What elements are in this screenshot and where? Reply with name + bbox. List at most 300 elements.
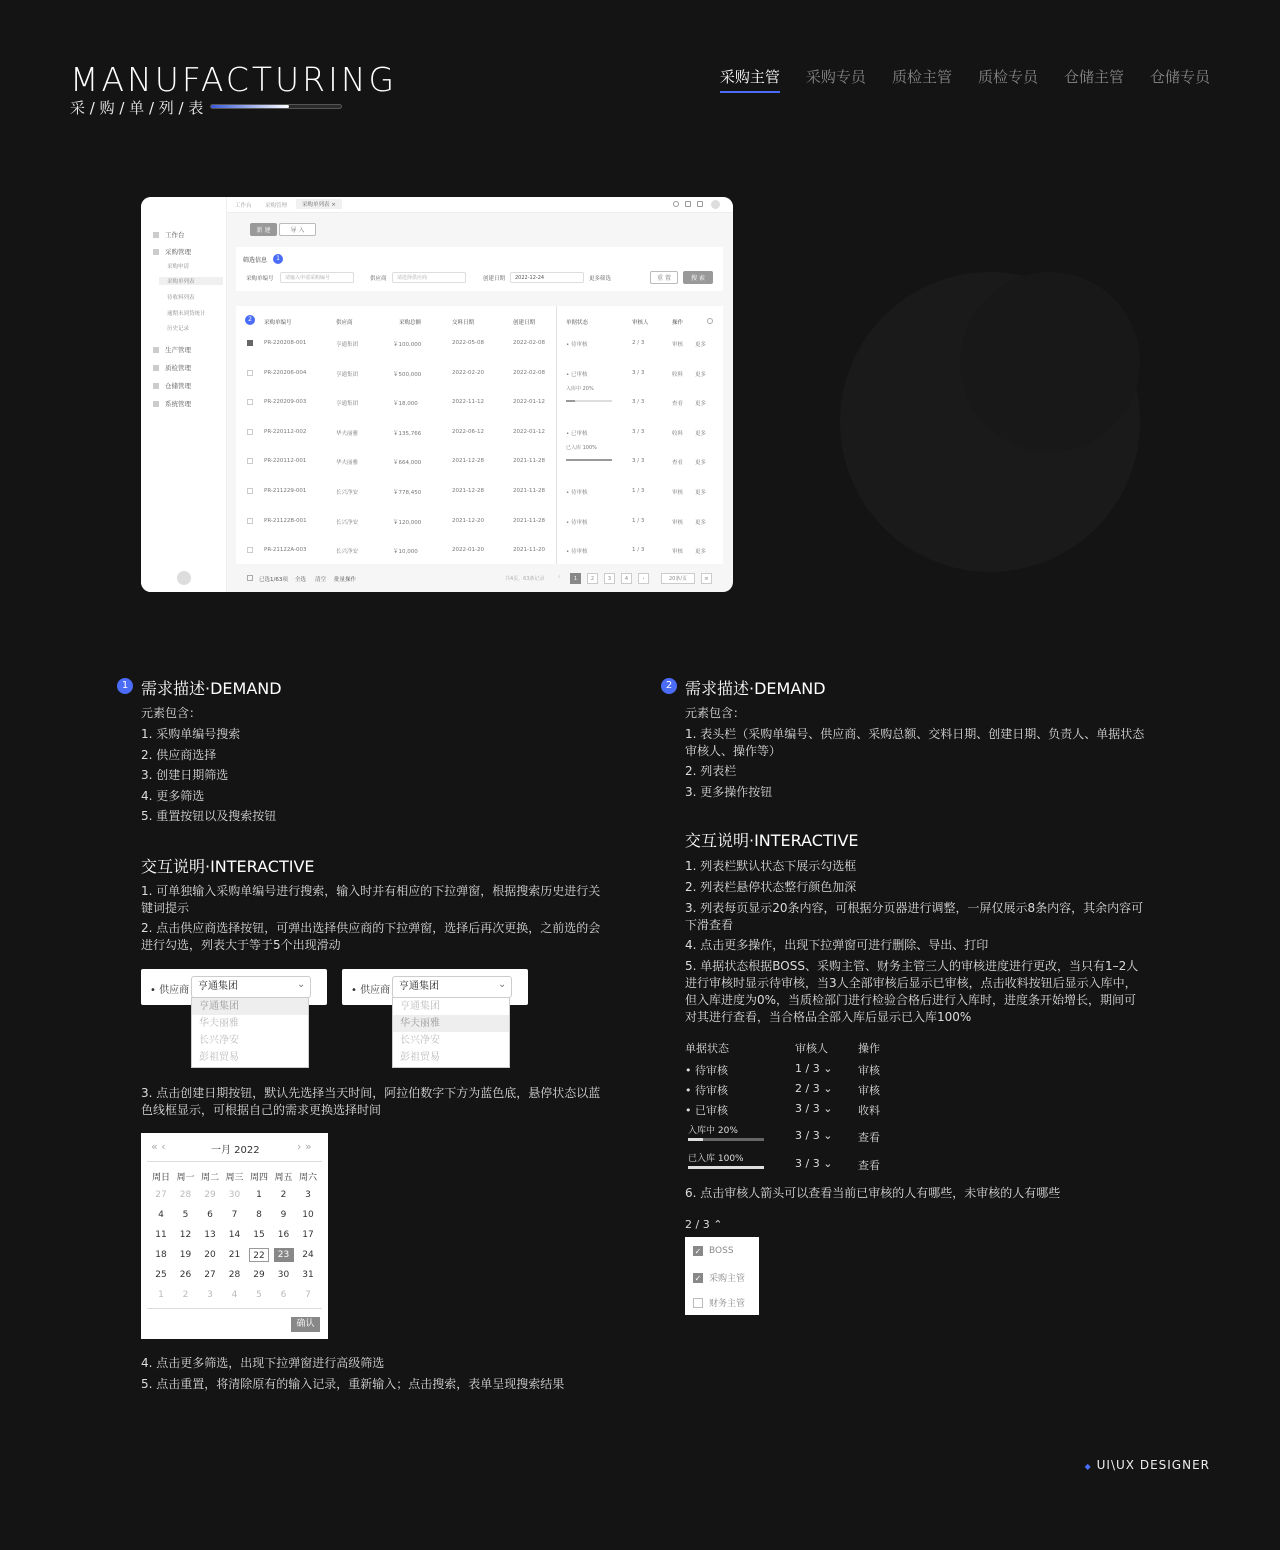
demand-1-item: 3. 创建日期筛选 [141, 768, 229, 783]
sidebar-subitem[interactable]: 待收料列表 [167, 295, 195, 301]
supplier-label: • 供应商 [150, 985, 190, 996]
status-label: • 待审核 [566, 342, 588, 348]
date-picker-input[interactable]: 2022-12-24 [510, 272, 584, 283]
demand-1-item: 1. 采购单编号搜索 [141, 727, 241, 741]
calendar-day[interactable]: 29 [253, 1270, 265, 1280]
calendar-day[interactable]: 21 [228, 1250, 241, 1260]
role-tab[interactable]: 质检专员 [977, 68, 1038, 86]
table-cell: PR-220112-002 [264, 428, 307, 435]
tab-purchase-list[interactable]: 采购单列表 × [296, 199, 342, 209]
calendar-day[interactable]: 8 [256, 1210, 262, 1220]
top-tab-bar [227, 197, 733, 213]
interactive-2-note-3: 3. 列表每页显示20条内容，可根据分页器进行调整，一屏仅展示8条内容，其余内容可下滑查看 [685, 901, 1144, 932]
table-cell: ￥664,000 [393, 460, 422, 467]
table-cell: 2021-12-28 [452, 488, 484, 494]
demand-1-item: 4. 更多筛选 [141, 788, 205, 803]
supplier-option[interactable]: 亨通集团 [400, 1001, 440, 1012]
calendar-day[interactable]: 5 [256, 1290, 262, 1300]
status-label: 入库中 20% [688, 1126, 738, 1136]
weekday-label: 周二 [200, 1173, 219, 1183]
status-label: • 待审核 [566, 490, 588, 496]
table-cell: 长兴净安 [336, 490, 359, 496]
supplier-option[interactable]: 亨通集团 [192, 998, 308, 1015]
calendar-day[interactable]: 25 [155, 1270, 167, 1280]
supplier-option-list [392, 997, 510, 1068]
role-tab[interactable]: 质检主管 [891, 68, 952, 86]
sidebar-item[interactable] [153, 247, 191, 256]
calendar-popup [141, 1133, 328, 1339]
action-link[interactable]: 审核 [858, 1084, 880, 1097]
table-cell: 1 / 3 [632, 488, 645, 494]
page-subtitle: 采 / 购 / 单 / 列 / 表 [70, 99, 204, 117]
calendar-day[interactable]: 7 [305, 1290, 311, 1300]
table-cell: 3 / 3 [632, 399, 645, 406]
date-label: 创建日期 [483, 276, 506, 282]
table-cell[interactable]: 查看 [672, 460, 684, 467]
weekday-label: 周五 [274, 1173, 293, 1183]
calendar-day[interactable]: 30 [277, 1270, 290, 1280]
calendar-day[interactable]: 23 [274, 1248, 294, 1262]
calendar-day[interactable]: 31 [302, 1270, 314, 1280]
interactive-2-note-1: 1. 列表栏默认状态下展示勾选框 [685, 859, 857, 873]
table-cell: 2022-02-08 [513, 340, 545, 346]
total-records: 共4页，63条记录 [505, 576, 545, 582]
sidebar-item-label: 采购管理 [165, 248, 191, 256]
column-header: 交料日期 [452, 320, 475, 326]
table-cell: 2021-11-28 [513, 488, 545, 494]
status-progress-bar [566, 400, 612, 402]
calendar-day[interactable]: 30 [228, 1190, 241, 1200]
calendar-day[interactable]: 28 [228, 1270, 241, 1280]
menu-icon [153, 347, 159, 353]
demand-1-item: 2. 供应商选择 [141, 747, 217, 762]
table-cell[interactable]: 审核 [672, 490, 684, 496]
interactive-1-note-1: 1. 可单独输入采购单编号进行搜索，输入时并有相应的下拉弹窗，根据搜索历史进行关键词提示 [141, 884, 601, 915]
table-cell: 1 / 3 [632, 517, 645, 524]
select-all-checkbox[interactable] [247, 575, 253, 581]
calendar-month: 一月 2022 [211, 1145, 260, 1156]
approver-checkbox[interactable]: ✓ [694, 1273, 702, 1283]
supplier-option[interactable]: 彭祖贸易 [199, 1052, 239, 1063]
role-nav [720, 66, 1210, 93]
table-cell: 2021-11-28 [513, 517, 545, 524]
section-1-marker: 1 [117, 678, 133, 694]
tab-workbench[interactable]: 工作台 [235, 203, 252, 209]
filter-panel [236, 247, 723, 291]
sidebar-subitem[interactable]: 采购申请 [167, 264, 190, 270]
table-cell[interactable]: 更多 [695, 460, 707, 467]
weekday-label: 周日 [151, 1173, 170, 1183]
table-cell: ￥120,000 [393, 519, 422, 526]
table-cell[interactable]: 更多 [695, 519, 707, 526]
collapse-icon[interactable] [177, 571, 191, 585]
more-filter-link[interactable]: 更多筛选 [589, 276, 612, 282]
import-button[interactable]: 导 入 [279, 223, 316, 236]
avatar[interactable] [711, 200, 720, 209]
table-row[interactable] [236, 507, 724, 536]
table-cell: ￥10,000 [393, 549, 418, 556]
column-header: 采购总额 [399, 320, 422, 326]
table-cell: ￥135,766 [393, 430, 422, 437]
row-checkbox[interactable] [247, 458, 253, 464]
table-cell: 亨通集团 [336, 401, 359, 408]
supplier-option[interactable]: 华夫丽雅 [393, 1015, 509, 1032]
supplier-select[interactable]: 亨通集团 [392, 976, 512, 998]
column-header: 操作 [672, 320, 684, 326]
sidebar-subitem[interactable]: 逾期未到货统计 [167, 311, 206, 317]
table-cell: PR-220206-004 [264, 369, 307, 376]
calendar-day[interactable]: 29 [204, 1190, 216, 1200]
note-4: 4. 点击更多筛选，出现下拉弹窗进行高级筛选 [141, 1356, 385, 1370]
status-label: • 待审核 [566, 519, 588, 526]
status-label: • 待审核 [685, 1084, 728, 1097]
decorative-circle [960, 272, 1140, 452]
calendar-day[interactable]: 11 [155, 1230, 167, 1240]
table-row[interactable] [236, 329, 724, 358]
weekday-label: 周四 [249, 1173, 268, 1183]
calendar-day[interactable]: 14 [228, 1230, 241, 1240]
page-button[interactable]: 4 [621, 573, 632, 584]
confirm-button[interactable]: 确认 [291, 1317, 320, 1332]
calendar-day[interactable]: 3 [207, 1290, 213, 1300]
demand-2-title: 需求描述·DEMAND [685, 679, 826, 698]
calendar-day[interactable]: 20 [204, 1250, 216, 1260]
role-tab[interactable]: 仓储专员 [1149, 68, 1210, 86]
calendar-day[interactable]: 2 [280, 1190, 287, 1200]
designer-footer [1085, 1458, 1210, 1472]
sidebar-item-label: 系统管理 [165, 400, 191, 408]
menu-icon [153, 401, 159, 407]
status-progress-bar [688, 1138, 764, 1141]
supplier-select[interactable]: 亨通集团 [191, 976, 311, 998]
table-cell: 2022-06-12 [452, 428, 484, 435]
supplier-option[interactable]: 彭祖贸易 [400, 1052, 440, 1063]
action-link[interactable]: 查看 [858, 1131, 880, 1144]
calendar-day[interactable]: 6 [207, 1210, 213, 1220]
table-cell[interactable]: 审核 [672, 342, 684, 348]
status-table-header: 审核人 [795, 1042, 828, 1055]
table-cell: PR-21122B-001 [264, 517, 307, 524]
menu-icon [153, 383, 159, 389]
approver-checkbox[interactable]: ✓ [694, 1247, 702, 1256]
row-checkbox[interactable] [247, 488, 253, 494]
approver-item [693, 1271, 745, 1284]
sidebar-item-label: 仓储管理 [165, 382, 191, 390]
reviewer-toggle[interactable]: 3 / 3 ⌄ [795, 1157, 833, 1170]
supplier-label: • 供应商 [351, 985, 391, 996]
prev-page-icon[interactable]: ‹ [558, 574, 561, 580]
chevron-down-icon[interactable]: ⌄ [297, 979, 306, 990]
supplier-option-list [191, 997, 309, 1068]
supplier-option[interactable]: 长兴净安 [400, 1035, 440, 1046]
row-checkbox[interactable] [247, 429, 253, 435]
sidebar [141, 197, 227, 592]
calendar-day[interactable]: 16 [277, 1230, 290, 1240]
sidebar-item-label: 质检管理 [165, 364, 191, 372]
sidebar-item[interactable] [153, 363, 191, 372]
calendar-day[interactable]: 15 [253, 1230, 265, 1240]
table-cell[interactable]: 收料 [672, 430, 684, 437]
table-cell: 2021-11-20 [513, 547, 545, 554]
status-progress-bar [566, 459, 612, 461]
table-cell: 2021-11-28 [513, 458, 545, 465]
order-search-input[interactable]: 请输入申请采购编号 [280, 272, 354, 283]
table-cell: ￥18,000 [393, 401, 418, 408]
calendar-day[interactable]: 27 [155, 1190, 167, 1200]
action-link[interactable]: 审核 [858, 1064, 880, 1077]
table-cell: ￥500,000 [393, 371, 422, 378]
status-label: 已入库 100% [688, 1154, 744, 1164]
table-cell: 2022-02-20 [452, 369, 484, 376]
select-all-link[interactable]: 全选 [295, 577, 307, 583]
calendar-day[interactable]: 13 [204, 1230, 216, 1240]
table-cell: 长兴净安 [336, 519, 359, 526]
supplier-option[interactable]: 华夫丽雅 [199, 1018, 239, 1029]
calendar-day[interactable]: 5 [182, 1210, 189, 1220]
table-cell: 长兴净安 [336, 549, 359, 556]
reviewer-toggle[interactable]: 3 / 3 ⌄ [795, 1102, 833, 1115]
table-cell[interactable]: 查看 [672, 401, 684, 408]
interactive-1-title: 交互说明·INTERACTIVE [141, 857, 315, 876]
marker-1: 1 [273, 254, 283, 264]
status-table-header: 操作 [858, 1042, 880, 1055]
menu-icon [153, 365, 159, 371]
status-label: • 待审核 [685, 1064, 728, 1077]
table-cell[interactable]: 更多 [695, 401, 707, 408]
batch-action-dropdown[interactable]: 批量操作 [334, 577, 357, 583]
table-cell: 华夫丽雅 [336, 460, 359, 467]
row-checkbox[interactable] [247, 547, 253, 553]
approver-popup [685, 1237, 759, 1315]
table-cell: 2022-05-08 [452, 340, 484, 346]
note-6: 6. 点击审核人箭头可以查看当前已审核的人有哪些，未审核的人有哪些 [685, 1186, 1061, 1200]
calendar-day[interactable]: 7 [231, 1210, 238, 1220]
demand-2-item-2: 2. 列表栏 [685, 764, 737, 778]
calendar-day[interactable]: 27 [204, 1270, 216, 1280]
table-cell: 2 / 3 [632, 340, 645, 346]
table-cell: 亨通集团 [336, 342, 359, 348]
interactive-2-note-4: 4. 点击更多操作，出现下拉弹窗可进行删除、导出、打印 [685, 938, 989, 952]
section-2-marker: 2 [661, 678, 677, 694]
table-cell[interactable]: 更多 [695, 549, 707, 556]
calendar-day[interactable]: 4 [158, 1210, 164, 1220]
next-year-icon[interactable]: › » [297, 1140, 312, 1153]
search-button[interactable]: 搜 索 [683, 271, 713, 284]
row-checkbox[interactable] [247, 370, 253, 376]
sidebar-item-label: 生产管理 [165, 346, 191, 354]
table-cell[interactable]: 更多 [695, 490, 707, 496]
approver-name: 财务主管 [709, 1299, 746, 1309]
approver-checkbox[interactable] [693, 1298, 703, 1308]
table-row[interactable] [236, 477, 724, 506]
calendar-day[interactable]: 10 [302, 1210, 314, 1220]
table-cell: PR-220209-003 [264, 399, 307, 406]
diamond-icon: ◆ [1084, 1462, 1092, 1471]
sidebar-item-label: 工作台 [165, 231, 185, 239]
column-header: 审核人 [632, 320, 649, 326]
brand-title: MANUFACTURING [70, 60, 398, 99]
calendar-day[interactable]: 12 [179, 1230, 192, 1240]
table-cell: 2022-01-20 [452, 547, 484, 554]
order-label: 采购单编号 [246, 276, 274, 282]
approver-name: BOSS [709, 1246, 734, 1256]
column-header: 单据状态 [566, 320, 589, 326]
calendar-day[interactable]: 6 [280, 1290, 287, 1300]
page-button[interactable]: 1 [570, 573, 581, 584]
calendar-day[interactable]: 2 [182, 1290, 189, 1300]
table-cell: 2022-01-12 [513, 399, 545, 406]
page-button[interactable]: 3 [604, 573, 615, 584]
role-tab[interactable]: 采购主管 [720, 66, 780, 93]
sidebar-subitem[interactable]: 采购单列表 [159, 277, 223, 285]
sidebar-item[interactable] [153, 399, 191, 408]
clear-link[interactable]: 清空 [315, 577, 327, 583]
calendar-day[interactable]: 9 [280, 1210, 287, 1220]
reset-button[interactable]: 重 置 [650, 271, 678, 284]
date-note: 3. 点击创建日期按钮，默认先选择当天时间，阿拉伯数字下方为蓝色底，悬停状态以蓝色线框显示，可根据自己的需求更换选择时间 [141, 1086, 601, 1117]
approver-count-toggle[interactable]: 2 / 3 ⌃ [685, 1218, 723, 1231]
role-tab[interactable]: 仓储主管 [1063, 68, 1124, 86]
interactive-1-note-2: 2. 点击供应商选择按钮，可弹出选择供应商的下拉弹窗，选择后再次更换，之前选的会进行勾选，列表大于等于5个出现滑动 [141, 921, 601, 952]
reviewer-toggle[interactable]: 2 / 3 ⌄ [795, 1082, 833, 1095]
row-checkbox[interactable] [247, 340, 253, 346]
weekday-label: 周六 [298, 1173, 317, 1183]
purchase-list-screenshot [141, 197, 733, 592]
demand-2-intro: 元素包含： [685, 706, 746, 720]
table-cell: 2022-01-12 [513, 428, 545, 435]
table-cell: PR-220112-001 [264, 458, 307, 465]
demand-1-item: 5. 重置按钮以及搜索按钮 [141, 809, 277, 824]
table-cell: 3 / 3 [632, 428, 645, 435]
reviewer-toggle[interactable]: 1 / 3 ⌄ [795, 1062, 833, 1075]
calendar-day[interactable]: 17 [302, 1230, 314, 1240]
approver-name: 采购主管 [709, 1274, 746, 1284]
calendar-day[interactable]: 18 [155, 1250, 167, 1260]
chevron-down-icon[interactable]: ⌄ [498, 979, 507, 990]
page-size-select[interactable]: 20条/页 [661, 573, 695, 584]
edit-icon[interactable] [685, 201, 691, 207]
status-table-header: 单据状态 [685, 1042, 729, 1055]
calendar-day[interactable]: 26 [179, 1270, 192, 1280]
sidebar-item[interactable] [153, 381, 191, 390]
action-link[interactable]: 查看 [858, 1159, 880, 1172]
status-label: • 已审核 [685, 1104, 728, 1117]
column-header: 供应商 [336, 320, 353, 326]
table-row[interactable] [236, 359, 724, 388]
marker-2: 2 [245, 315, 255, 325]
new-button[interactable]: 新 建 [250, 223, 277, 236]
page-button[interactable]: 2 [587, 573, 598, 584]
supplier-option[interactable]: 长兴净安 [199, 1035, 239, 1046]
calendar-day[interactable]: 1 [256, 1190, 262, 1200]
reviewer-toggle[interactable]: 3 / 3 ⌄ [795, 1129, 833, 1142]
interactive-2-note-2: 2. 列表栏悬停状态整行颜色加深 [685, 880, 857, 894]
mail-icon[interactable] [697, 201, 703, 207]
calendar-day[interactable]: 4 [231, 1290, 238, 1300]
table-cell[interactable]: 更多 [695, 342, 707, 348]
sidebar-item[interactable] [153, 230, 185, 239]
status-progress-bar [688, 1166, 764, 1169]
supplier-label: 供应商 [370, 276, 387, 282]
weekday-label: 周三 [225, 1173, 244, 1183]
table-cell: 华夫丽雅 [336, 430, 359, 437]
sidebar-item[interactable] [153, 345, 191, 354]
table-cell: ￥100,000 [393, 342, 422, 348]
sidebar-subitem[interactable]: 历史记录 [167, 326, 190, 332]
calendar-day[interactable]: 1 [158, 1290, 164, 1300]
table-cell: 2021-12-20 [452, 517, 484, 524]
table-cell: ￥778,450 [393, 490, 422, 496]
table-row[interactable] [236, 536, 724, 565]
interactive-2-note-5: 5. 单据状态根据BOSS、采购主管、财务主管三人的审核进度进行更改，当只有1–2人进行审核时显示待审核，当3人全部审核后显示已审核，点击收料按钮后显示入库中，但入库进度为0%，当质检部门进行检验合格后进行入库时，进度条开始增长，期间可对其进行查看，当合格品全部入库后显示已入库100% [685, 959, 1139, 1024]
table-cell: 3 / 3 [632, 369, 645, 376]
table-cell: PR-21122A-003 [264, 547, 307, 554]
status-label: • 已审核 [566, 430, 588, 437]
next-page-icon[interactable]: › [638, 573, 649, 584]
table-cell: 亨通集团 [336, 371, 359, 378]
table-row[interactable] [236, 418, 724, 447]
selected-count: 已选1/63项 [259, 577, 288, 583]
demand-2-item-3: 3. 更多操作按钮 [685, 785, 773, 799]
settings-icon[interactable] [707, 318, 713, 324]
filter-title: 筛选信息 [243, 257, 268, 264]
demand-1-intro: 元素包含： [141, 706, 202, 720]
calendar-day[interactable]: 3 [305, 1190, 311, 1200]
table-cell[interactable]: 审核 [672, 549, 684, 556]
table-cell: 2022-02-08 [513, 369, 545, 376]
table-row[interactable] [236, 388, 724, 417]
designer-label: UI\UX DESIGNER [1096, 1458, 1210, 1472]
approver-item [693, 1246, 734, 1256]
weekday-label: 周一 [176, 1173, 195, 1183]
action-link[interactable]: 收料 [858, 1104, 880, 1117]
status-label: • 待审核 [566, 549, 588, 556]
table-cell: 2021-12-28 [452, 458, 484, 465]
status-label: 已入库 100% [566, 445, 597, 452]
status-label: • 已审核 [566, 371, 588, 378]
table-cell[interactable]: 审核 [672, 519, 684, 526]
search-icon[interactable] [673, 201, 679, 207]
demand-1-title: 需求描述·DEMAND [141, 679, 282, 698]
menu-icon[interactable]: ≡ [701, 573, 712, 584]
role-tab[interactable]: 采购专员 [805, 68, 866, 86]
column-header: 创建日期 [513, 320, 536, 326]
column-header: 采购单编号 [264, 320, 292, 326]
table-cell: 1 / 3 [632, 547, 645, 554]
table-row[interactable] [236, 447, 724, 476]
prev-year-icon[interactable]: « ‹ [151, 1140, 166, 1153]
calendar-day[interactable]: 28 [179, 1190, 192, 1200]
calendar-day[interactable]: 22 [249, 1248, 269, 1262]
table-cell[interactable]: 更多 [695, 430, 707, 437]
row-checkbox[interactable] [247, 399, 253, 405]
note-5: 5. 点击重置，将清除原有的输入记录，重新输入；点击搜索，表单呈现搜索结果 [141, 1377, 565, 1391]
menu-icon [153, 232, 159, 238]
table-cell: PR-211229-001 [264, 488, 307, 494]
table-cell[interactable]: 更多 [695, 371, 707, 378]
table-cell: 2022-11-12 [452, 399, 484, 406]
calendar-day[interactable]: 24 [302, 1250, 314, 1260]
table-cell[interactable]: 收料 [672, 371, 684, 378]
status-label: 入库中 20% [566, 386, 594, 393]
approver-item [693, 1296, 745, 1309]
header-progress-bar [210, 104, 342, 109]
demand-2-item-1: 1. 表头栏（采购单编号、供应商、采购总额、交料日期、创建日期、负责人、单据状态审核人、操作等） [685, 727, 1145, 758]
calendar-day[interactable]: 19 [179, 1250, 192, 1260]
row-checkbox[interactable] [247, 518, 253, 524]
supplier-select[interactable]: 请选择供应商 [392, 272, 466, 283]
tab-purchase[interactable]: 采购管理 [265, 203, 288, 209]
